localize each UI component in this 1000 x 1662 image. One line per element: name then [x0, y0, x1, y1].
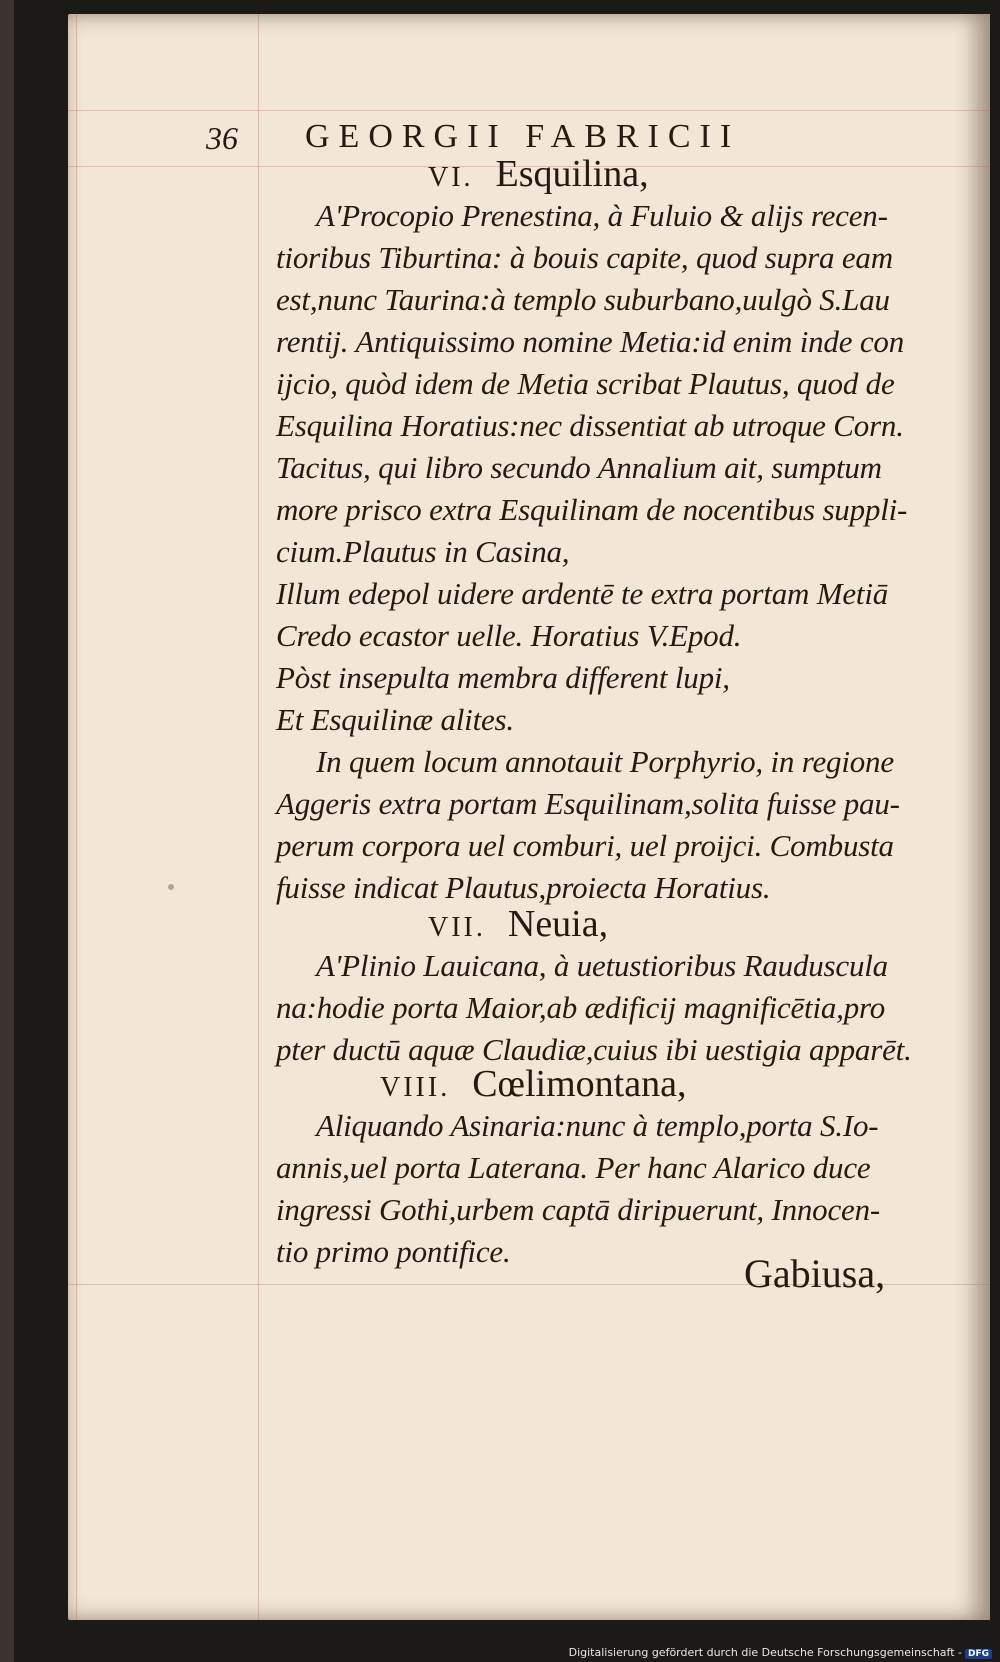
verse-line: Pòst insepulta membra different lupi, [276, 660, 730, 695]
verse-line: Illum edepol uidere ardentē te extra portam Metiā [276, 576, 889, 611]
section-heading-viii [380, 1062, 686, 1106]
section-number: VII. [428, 912, 486, 943]
text-line: Tacitus, qui libro secundo Annalium ait, sumptum [276, 450, 882, 485]
text-line: na:hodie porta Maior,ab ædificij magnificētia,pro [276, 990, 886, 1025]
text-line: A'Plinio Lauicana, à uetustioribus Rauduscula [316, 948, 888, 983]
verse-line: Et Esquilinæ alites. [276, 702, 514, 737]
text-line: fuisse indicat Plautus,proiecta Horatius. [276, 870, 771, 905]
text-line: est,nunc Taurina:à templo suburbano,uulgò S.Lau [276, 282, 890, 317]
credit-text: Digitalisierung gefördert durch die Deutsche Forschungsgemeinschaft - [568, 1646, 962, 1659]
text-line: Aliquando Asinaria:nunc à templo,porta S.Io- [316, 1108, 879, 1143]
text-line: tio primo pontifice. [276, 1234, 511, 1269]
text-line: cium.Plautus in Casina, [276, 534, 570, 569]
digitization-credit [567, 1645, 994, 1660]
catchword: Gabiusa, [744, 1251, 886, 1296]
text-line: In quem locum annotauit Porphyrio, in regione [316, 744, 894, 779]
section-title: Neuia, [507, 903, 609, 945]
text-line: perum corpora uel comburi, uel proijci. Combusta [276, 828, 894, 863]
text-line: ingressi Gothi,urbem captā diripuerunt, Innocen- [276, 1192, 881, 1227]
text-line: ijcio, quòd idem de Metia scribat Plautus, quod de [276, 366, 895, 401]
section-title: Esquilina, [495, 153, 649, 195]
text-line: rentij. Antiquissimo nomine Metia:id enim inde con [276, 324, 904, 359]
text-line: tioribus Tiburtina: à bouis capite, quod supra eam [276, 240, 893, 275]
text-line: Aggeris extra portam Esquilinam,solita fuisse pau- [276, 786, 900, 821]
section-heading-vi [428, 152, 649, 196]
page-number: 36 [206, 120, 238, 156]
section-heading-vii [428, 902, 608, 946]
running-title: GEORGII FABRICII [305, 118, 741, 155]
text-line: annis,uel porta Laterana. Per hanc Alarico duce [276, 1150, 871, 1185]
verse-line: Credo ecastor uelle. Horatius V.Epod. [276, 618, 742, 653]
text-line: A'Procopio Prenestina, à Fuluio & alijs recen- [316, 198, 888, 233]
text-line: more prisco extra Esquilinam de nocentibus suppli- [276, 492, 908, 527]
text-line: pter ductū aquæ Claudiæ,cuius ibi uestigia apparēt. [276, 1032, 912, 1067]
section-title: Cœlimontana, [472, 1063, 687, 1105]
section-number: VIII. [380, 1072, 451, 1103]
dfg-logo: DFG [965, 1649, 992, 1659]
text-line: Esquilina Horatius:nec dissentiat ab utroque Corn. [276, 408, 904, 443]
section-number: VI. [428, 162, 474, 193]
